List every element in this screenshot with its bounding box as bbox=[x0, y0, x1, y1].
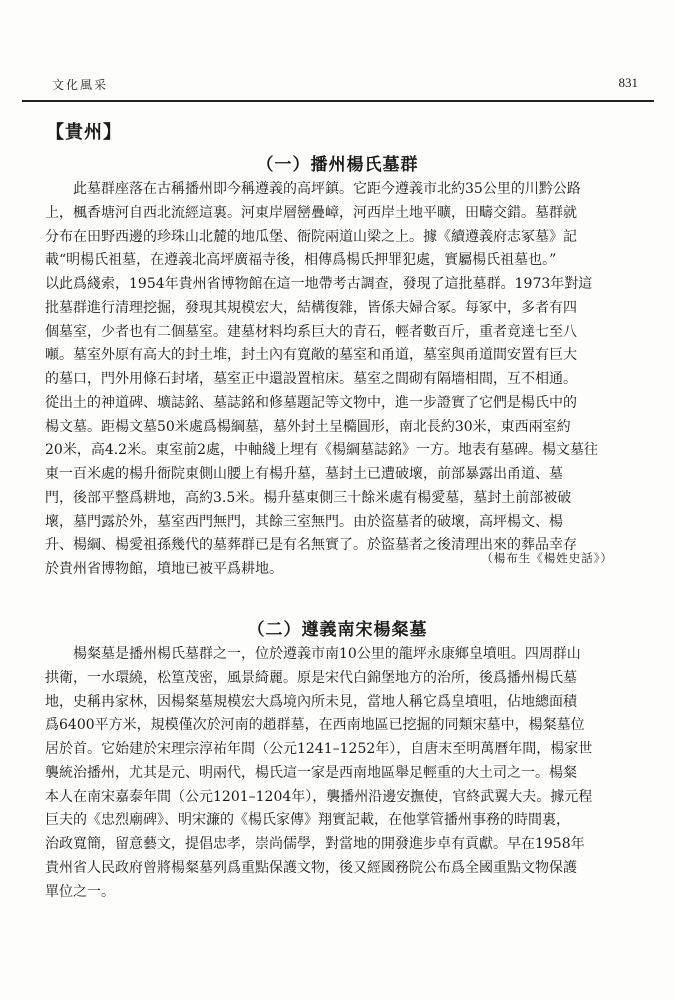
paragraph-line: 襲統治播州，尤其是元、明兩代，楊氏這一家是西南地區舉足輕重的大土司之一。楊粲 bbox=[45, 764, 577, 781]
paragraph-line: 從出土的神道碑、壙誌銘、墓誌銘和修墓題記等文物中，進一步證實了它們是楊氏中的 bbox=[45, 394, 577, 411]
paragraph-line: 治政寬簡，留意藝文，提倡忠孝，崇尚儒學，對當地的開發進步卓有貢獻。早在1958年 bbox=[45, 836, 585, 852]
paragraph-line: 貴州省人民政府曾將楊粲墓列爲重點保護文物，後又經國務院公布爲全國重點文物保護 bbox=[45, 859, 577, 876]
paragraph-line: 門，後部平整爲耕地，高約3.5米。楊升墓東側三十餘米處有楊愛墓，墓封土前部被破 bbox=[45, 489, 572, 506]
paragraph-line: 20米，高4.2米。東室前2處，中軸綫上埋有《楊綱墓誌銘》一方。地表有墓碑。楊文墓往 bbox=[45, 442, 598, 459]
page-number: 831 bbox=[618, 75, 638, 90]
paragraph-line: 壞，墓門露於外，墓室西門無門，其餘三室無門。由於盜墓者的破壞，高坪楊文、楊 bbox=[45, 513, 563, 530]
paragraph-line: 噸。墓室外原有高大的封土堆，封土內有寬敞的墓室和甬道，墓室與甬道間安置有巨大 bbox=[45, 347, 577, 364]
paragraph-line: 地，史稱冉家林，因楊粲墓規模宏大爲境內所未見，當地人稱它爲皇墳咀，佔地總面積 bbox=[45, 693, 577, 710]
section-2-title: （二）遵義南宋楊粲墓 bbox=[247, 620, 428, 640]
section-2-body bbox=[45, 643, 633, 904]
paragraph-line: 分布在田野西邊的珍珠山北麓的地瓜堡、衙院兩道山梁之上。據《續遵義府志冢墓》記 bbox=[45, 228, 577, 245]
paragraph-line: 本人在南宋嘉泰年間（公元1201–1204年），襲播州沿邊安撫使，官終武翼大夫。據元程 bbox=[45, 788, 593, 805]
paragraph-line: 批墓群進行清理挖掘，發現其規模宏大，結構復雜，皆係夫婦合冢。每冢中，多者有四 bbox=[45, 299, 577, 316]
paragraph-line: 升、楊綱、楊愛祖孫幾代的墓葬群已是有名無實了。於盜墓者之後清理出來的葬品幸存 bbox=[45, 537, 577, 554]
paragraph-line: 爲6400平方米，規模僅次於河南的趙群墓，在西南地區已挖掘的同類宋墓中，楊粲墓位 bbox=[45, 717, 585, 734]
paragraph-line: 個墓室，少者也有二個墓室。建墓材料均系巨大的青石，輕者數百斤，重者竟達七至八 bbox=[45, 323, 577, 340]
section-1-title: （一）播州楊氏墓群 bbox=[256, 155, 419, 175]
section-1-body bbox=[45, 178, 633, 582]
paragraph-line: 的墓口，門外用條石封堵，墓室正中還設置棺床。墓室之間砌有隔墻相間，互不相通。 bbox=[45, 371, 577, 387]
paragraph-line: 以此爲綫索，1954年貴州省博物館在這一地帶考古調查，發現了這批墓群。1973年對這 bbox=[45, 276, 593, 292]
header-section-name: 文化風采 bbox=[52, 78, 109, 92]
paragraph-line: 於貴州省博物館，墳地已被平爲耕地。 bbox=[45, 561, 283, 577]
paragraph-line: 楊粲墓是播州楊氏墓群之一，位於遵義市南10公里的龍坪永康鄉皇墳咀。四周群山 bbox=[73, 646, 581, 662]
paragraph-line: 上，楓香塘河自西北流經這裏。河東岸層巒疊嶂，河西岸土地平曠，田疇交錯。墓群就 bbox=[45, 204, 577, 221]
paragraph-line: 單位之一。 bbox=[45, 883, 115, 900]
paragraph-line: 楊文墓。距楊文墓50米處爲楊綱墓，墓外封土呈橢圓形，南北長約30米，東西兩室約 bbox=[45, 418, 571, 435]
paragraph-line: 巨夫的《忠烈廟碑》、明宋濂的《楊氏家傳》翔實記載，在他掌管播州事務的時間裏， bbox=[45, 812, 570, 829]
paragraph-line: 拱衛，一水環繞，松篁茂密，風景綺麗。原是宋代白錦堡地方的治所，後爲播州楊氏墓 bbox=[45, 669, 577, 686]
paragraph-line: 東一百米處的楊升衙院東側山腰上有楊升墓，墓封土已遭破壞，前部暴露出甬道、墓 bbox=[45, 466, 563, 482]
running-header bbox=[22, 74, 654, 102]
source-citation: （楊布生《楊姓史話》） bbox=[481, 551, 613, 565]
paragraph-line: 載“明楊氏祖墓，在遵義北高坪廣福寺後，相傳爲楊氏押罪犯處，實屬楊氏祖墓也。” bbox=[45, 252, 557, 269]
paragraph-line: 此墓群座落在古稱播州即今稱遵義的高坪鎮。它距今遵義市北約35公里的川黔公路 bbox=[73, 181, 581, 197]
paragraph-line: 居於首。它始建於宋理宗淳祐年間（公元1241–1252年），自唐末至明萬曆年間，楊家世 bbox=[45, 741, 593, 757]
region-heading: 【貴州】 bbox=[46, 122, 122, 143]
